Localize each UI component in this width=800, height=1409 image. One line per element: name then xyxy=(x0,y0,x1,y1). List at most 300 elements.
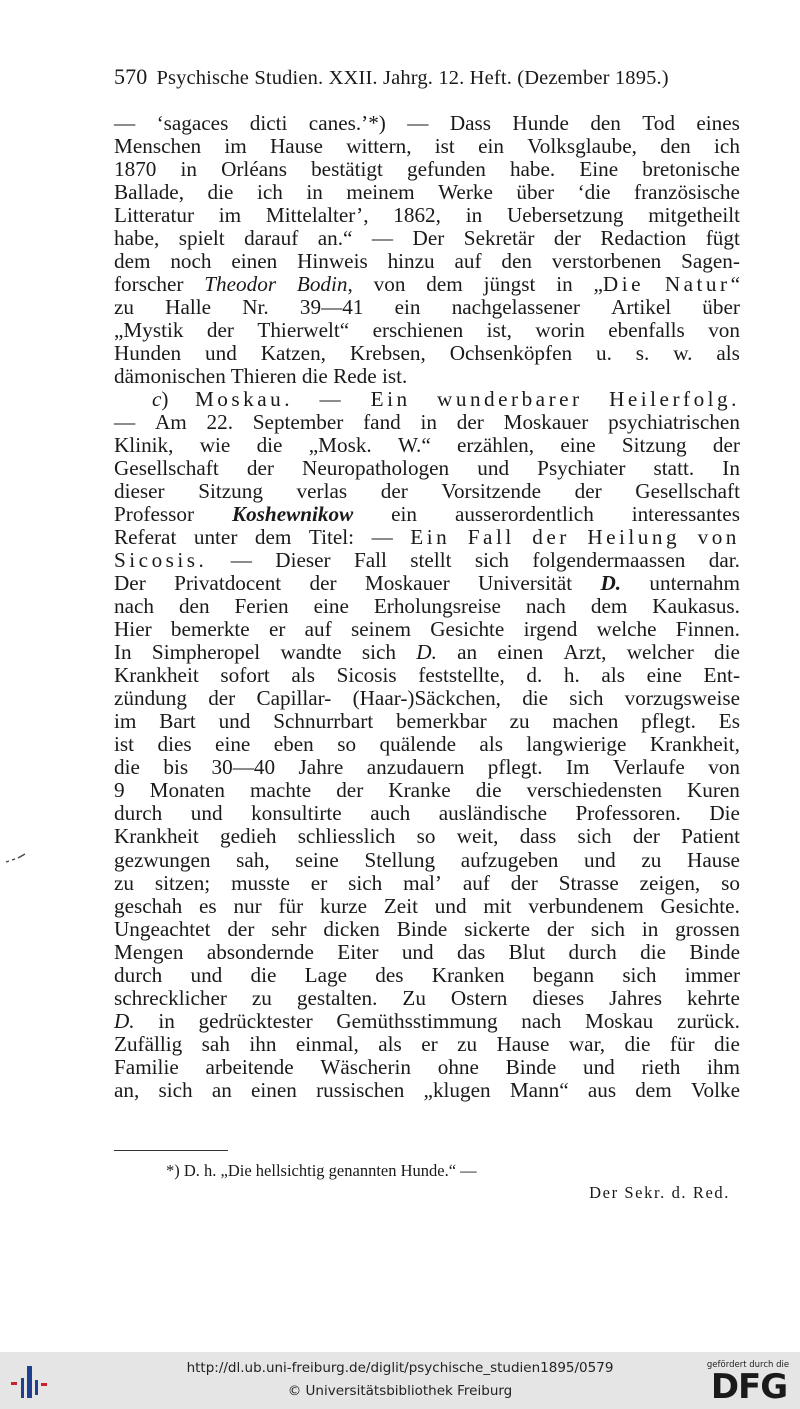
word: arbeitende xyxy=(205,1054,294,1079)
word: einen xyxy=(231,249,278,274)
word: bemerkte xyxy=(170,617,250,642)
footnote-signature: Der Sekr. d. Red. xyxy=(589,1183,730,1202)
text-line xyxy=(114,480,740,503)
text-line xyxy=(114,342,740,365)
word: er xyxy=(421,1031,438,1056)
word: ausländische xyxy=(438,801,547,826)
word: interessantes xyxy=(631,502,740,527)
word: w. xyxy=(673,341,693,366)
word: und xyxy=(434,893,467,918)
word: gestalten. xyxy=(296,985,378,1010)
word: bestätigt xyxy=(311,157,383,182)
word: die xyxy=(250,962,277,987)
word: 9 xyxy=(114,778,125,803)
text-line xyxy=(114,1056,740,1079)
word: das xyxy=(456,939,486,964)
word: Eine xyxy=(579,157,619,182)
word: Jahre xyxy=(298,755,344,780)
word: immer xyxy=(684,962,740,987)
word: gedrücktester xyxy=(198,1008,313,1033)
word: Ballade, xyxy=(114,180,185,205)
word: Simpheropel xyxy=(151,640,261,665)
word: der xyxy=(380,479,408,504)
word: gefunden xyxy=(406,157,486,182)
word: Gesichte xyxy=(430,617,505,642)
word: die xyxy=(624,1031,651,1056)
word: Capillar- xyxy=(256,686,332,711)
word: die xyxy=(301,364,328,389)
word: sofort xyxy=(220,663,270,688)
journal-title: Psychische Studien. XXII. Jahrg. 12. Heft. (Dezember 1895.) xyxy=(156,67,669,89)
word: ‘sagaces xyxy=(156,111,229,135)
word: die xyxy=(713,1031,740,1056)
word: der xyxy=(546,916,574,941)
word: absondernde xyxy=(206,939,314,964)
word: dem xyxy=(114,249,151,274)
word: Kranke xyxy=(388,778,451,803)
word: mitgetheilt xyxy=(648,203,740,228)
text-line xyxy=(114,572,740,595)
text-line xyxy=(114,549,740,572)
word: durch xyxy=(114,801,163,826)
word: D. xyxy=(114,1008,135,1033)
library-footer xyxy=(0,1352,800,1409)
word: — xyxy=(114,111,136,135)
word: die xyxy=(256,433,283,458)
word: Uebersetzung xyxy=(506,203,624,228)
word: der xyxy=(456,410,484,435)
word: Privatdocent xyxy=(174,571,282,596)
word: von xyxy=(708,318,740,343)
word: kurze xyxy=(320,893,368,918)
word: gedieh xyxy=(219,824,277,849)
word: mal’ xyxy=(403,870,442,895)
word: von xyxy=(697,525,740,550)
text-line xyxy=(114,135,740,158)
word: schrecklicher xyxy=(114,985,227,1010)
word: Orléans xyxy=(221,157,287,182)
word: so xyxy=(416,824,436,849)
word: Moskauer xyxy=(364,571,450,596)
text-line xyxy=(114,941,740,964)
permalink[interactable]: http://dl.ub.uni-freiburg.de/diglit/psychische_studien1895/0579 xyxy=(186,1360,614,1376)
word: weit, xyxy=(456,824,499,849)
word: dem xyxy=(590,594,628,619)
word: h. xyxy=(563,663,580,688)
word: rieth xyxy=(641,1054,681,1079)
word: Gesichte. xyxy=(660,893,740,918)
word: über xyxy=(702,295,740,320)
word: in xyxy=(420,410,438,435)
word: ist, xyxy=(486,318,512,343)
word: — xyxy=(371,525,393,550)
word: noch xyxy=(170,249,212,274)
word: Vorsitzende xyxy=(441,479,542,504)
word: Monaten xyxy=(149,778,225,803)
word: Universität xyxy=(477,571,573,596)
word: an xyxy=(457,640,478,665)
word: der xyxy=(532,525,570,550)
word: Sicosis xyxy=(336,663,397,688)
word: im xyxy=(114,709,137,734)
word: sah, xyxy=(236,847,270,872)
word: den xyxy=(660,134,691,159)
word: konsultirte xyxy=(251,801,342,826)
word: wandte xyxy=(280,640,342,665)
word: es xyxy=(199,893,217,918)
text-line xyxy=(114,434,740,457)
word: Sitzung xyxy=(621,433,687,458)
word: Stellung xyxy=(364,847,436,872)
word: — xyxy=(230,548,252,573)
word: Wäscherin xyxy=(320,1054,411,1079)
word: ausserordentlich xyxy=(454,502,594,527)
word: dem xyxy=(426,272,463,297)
word: — xyxy=(407,111,429,135)
word: stellt xyxy=(410,548,452,573)
word: Am xyxy=(154,410,187,435)
word: welche xyxy=(596,617,657,642)
word: und xyxy=(218,709,251,734)
word: psychiatrischen xyxy=(608,410,740,435)
word: ‘die xyxy=(577,180,611,205)
text-line xyxy=(114,1010,740,1033)
word: er xyxy=(268,617,286,642)
word: Dass xyxy=(449,111,492,135)
word: meinem xyxy=(346,180,415,205)
word: ist. xyxy=(381,364,408,389)
word: 1870 xyxy=(114,157,157,182)
word: für xyxy=(278,893,304,918)
word: die xyxy=(207,180,234,205)
word: fand xyxy=(363,410,401,435)
word: Hinweis xyxy=(297,249,368,274)
sponsor-note: gefördert durch die xyxy=(706,1360,790,1370)
word: Volke xyxy=(690,1077,740,1102)
word: Kuren xyxy=(686,778,740,803)
word: die xyxy=(114,755,140,780)
word: W.“ xyxy=(397,433,431,458)
word: — xyxy=(319,387,345,412)
text-line xyxy=(114,802,740,825)
word: bretonische xyxy=(642,157,740,182)
word: im xyxy=(224,134,247,159)
word: russischen xyxy=(316,1077,405,1102)
word: so xyxy=(721,870,740,895)
word: sich xyxy=(158,1077,193,1102)
text-line xyxy=(114,733,740,756)
word: zu xyxy=(114,870,134,895)
word: und xyxy=(190,962,223,987)
running-header xyxy=(114,64,740,94)
word: grossen xyxy=(675,916,740,941)
word: Krebsen, xyxy=(349,341,426,366)
word: an xyxy=(211,1077,232,1102)
word: pflegt. xyxy=(487,755,543,780)
word: Natur“ xyxy=(664,272,740,297)
word: Gesellschaft xyxy=(114,456,219,481)
word: begann xyxy=(532,962,595,987)
text-line xyxy=(114,319,740,342)
word: durch xyxy=(568,939,617,964)
word: Redaction xyxy=(600,226,687,251)
word: ich xyxy=(256,180,283,205)
word: Zeit xyxy=(383,893,418,918)
word: er xyxy=(310,870,328,895)
body-text xyxy=(114,112,740,1102)
text-line xyxy=(114,204,740,227)
word: Patient xyxy=(681,824,740,849)
word: jüngst xyxy=(483,272,536,297)
footnote-text: *) D. h. „Die hellsichtig genannten Hunde.“ — xyxy=(166,1161,477,1180)
word: eben xyxy=(273,732,314,757)
word: eine xyxy=(313,594,349,619)
word: d. xyxy=(526,663,543,688)
word: als xyxy=(716,341,740,366)
word: in xyxy=(180,157,197,182)
word: der xyxy=(712,433,740,458)
word: verschiedensten xyxy=(526,778,662,803)
word: „Die xyxy=(593,272,645,297)
word: zu xyxy=(114,295,134,320)
word: Hause xyxy=(269,134,323,159)
word: die xyxy=(714,640,740,665)
word: über xyxy=(516,180,555,205)
word: sich xyxy=(569,686,604,711)
word: dicti xyxy=(249,111,288,135)
word: „Mystik xyxy=(114,318,184,343)
word: die xyxy=(475,778,502,803)
word: zu xyxy=(641,847,662,872)
word: Schnurrbart xyxy=(273,709,374,734)
word: Verlaufe xyxy=(612,755,685,780)
text-line xyxy=(114,849,740,872)
word: schliesslich xyxy=(297,824,396,849)
word: ist xyxy=(114,732,135,757)
word: Erholungsreise xyxy=(373,594,501,619)
word: ein xyxy=(394,295,421,320)
word: langwierige xyxy=(526,732,627,757)
text-line xyxy=(114,526,740,549)
word: der xyxy=(206,318,234,343)
word: von xyxy=(373,272,406,297)
text-line xyxy=(114,618,740,641)
word: eine xyxy=(560,433,596,458)
word: Lage xyxy=(304,962,347,987)
word: spielt xyxy=(178,226,225,251)
word: Mann“ xyxy=(509,1077,569,1102)
word: dies xyxy=(157,732,192,757)
word: Sekretär xyxy=(463,226,535,251)
word: sitzen; xyxy=(154,870,211,895)
word: wittern, xyxy=(346,134,412,159)
word: pflegt. xyxy=(641,709,696,734)
word: Die xyxy=(709,801,740,826)
word: anzudauern xyxy=(366,755,465,780)
word: und xyxy=(583,847,616,872)
word: sich xyxy=(622,962,657,987)
word: aufzugeben xyxy=(460,847,559,872)
word: 30—40 xyxy=(211,755,276,780)
word: Hier xyxy=(114,617,152,642)
word: Moskau. xyxy=(194,387,294,412)
word: seinem xyxy=(350,617,411,642)
text-line xyxy=(114,779,740,802)
word: Neuropathologen xyxy=(302,456,450,481)
word: Dieser xyxy=(275,548,331,573)
word: Gemüthsstimmung xyxy=(336,1008,498,1033)
text-line xyxy=(114,664,740,687)
word: habe, xyxy=(114,226,160,251)
word: Hause xyxy=(496,1031,550,1056)
text-line xyxy=(114,895,740,918)
word: sehr xyxy=(271,916,307,941)
word: Strasse xyxy=(558,870,619,895)
word: Sitzung xyxy=(198,479,263,504)
text-line xyxy=(114,388,740,411)
word: dicken xyxy=(323,916,380,941)
word: in xyxy=(465,203,483,228)
word: auf xyxy=(304,617,332,642)
word: Eiter xyxy=(337,939,379,964)
word: Der xyxy=(412,226,445,251)
word: c) xyxy=(152,387,169,412)
text-line xyxy=(114,918,740,941)
word: und xyxy=(205,341,237,366)
word: Krankheit xyxy=(114,663,199,688)
word: darauf xyxy=(244,226,299,251)
word: dieser xyxy=(114,479,165,504)
word: geschah xyxy=(114,893,183,918)
word: so xyxy=(337,732,357,757)
word: Litteratur xyxy=(114,203,195,228)
word: ihm xyxy=(707,1054,740,1079)
word: den xyxy=(590,111,621,135)
word: Kaukasus. xyxy=(652,594,740,619)
word: kehrte xyxy=(687,985,740,1010)
text-line xyxy=(114,365,740,388)
word: hinzu xyxy=(387,249,435,274)
word: Sicosis. xyxy=(114,548,208,573)
word: „Mosk. xyxy=(308,433,372,458)
word: Rede xyxy=(333,364,377,389)
word: der xyxy=(208,686,236,711)
word: nachgelassener xyxy=(451,295,580,320)
word: September xyxy=(252,410,344,435)
word: nach xyxy=(114,594,154,619)
word: In xyxy=(114,640,132,665)
word: Krankheit xyxy=(114,824,199,849)
word: auch xyxy=(370,801,411,826)
dfg-logo: DFG xyxy=(710,1367,788,1407)
word: D. xyxy=(600,571,622,596)
word: der xyxy=(309,571,337,596)
word: wie xyxy=(199,433,231,458)
word: quälende xyxy=(379,732,456,757)
word: die xyxy=(640,939,666,964)
word: Finnen. xyxy=(675,617,740,642)
word: der xyxy=(632,824,660,849)
word: zu xyxy=(457,1031,478,1056)
word: dem xyxy=(635,1077,672,1102)
text-line xyxy=(114,158,740,181)
word: gezwungen xyxy=(114,847,211,872)
word: vorzugsweise xyxy=(624,686,740,711)
word: aus xyxy=(587,1077,617,1102)
word: machte xyxy=(249,778,312,803)
text-line xyxy=(114,872,740,895)
word: auf xyxy=(462,870,490,895)
word: — xyxy=(371,226,394,251)
word: einmal, xyxy=(295,1031,359,1056)
word: Volksglaube, xyxy=(527,134,637,159)
word: eine xyxy=(215,732,251,757)
word: auf xyxy=(454,249,482,274)
word: Professor xyxy=(114,502,195,527)
word: 1862, xyxy=(393,203,441,228)
word: Koshewnikow xyxy=(231,502,354,527)
text-line xyxy=(114,296,740,319)
word: Artikel xyxy=(611,295,672,320)
word: Hause xyxy=(687,847,740,872)
word: als xyxy=(479,732,503,757)
word: den xyxy=(178,594,210,619)
word: in xyxy=(556,272,573,297)
word: ihn xyxy=(249,1031,277,1056)
copyright-notice: © Universitätsbibliothek Freiburg xyxy=(287,1383,513,1399)
text-line xyxy=(114,227,740,250)
word: Blut xyxy=(508,939,546,964)
text-line xyxy=(114,710,740,733)
word: forscher xyxy=(114,272,184,297)
word: Thieren xyxy=(230,364,297,389)
word: „klugen xyxy=(423,1077,491,1102)
word: Es xyxy=(718,709,740,734)
word: irgend xyxy=(523,617,578,642)
word: statt. xyxy=(653,456,695,481)
word: ist xyxy=(434,134,455,159)
margin-mark xyxy=(5,852,27,864)
word: musste xyxy=(231,870,290,895)
word: Mengen xyxy=(114,939,184,964)
word: Klinik, xyxy=(114,433,174,458)
word: Fall xyxy=(353,548,387,573)
word: des xyxy=(375,962,404,987)
word: einen xyxy=(497,640,544,665)
word: Ochsenköpfen xyxy=(449,341,573,366)
word: Titel: xyxy=(308,525,355,550)
word: der xyxy=(574,479,602,504)
word: als xyxy=(291,663,315,688)
text-line xyxy=(114,687,740,710)
word: welcher xyxy=(626,640,694,665)
word: Binde xyxy=(689,939,740,964)
word: Ostern xyxy=(450,985,508,1010)
text-line xyxy=(114,503,740,526)
word: dieses xyxy=(532,985,585,1010)
word: in xyxy=(306,180,323,205)
word: und xyxy=(477,456,510,481)
word: sich xyxy=(590,916,625,941)
word: sich xyxy=(361,640,397,665)
word: wunderbarer xyxy=(437,387,583,412)
word: Kranken xyxy=(431,962,505,987)
word: habe. xyxy=(509,157,556,182)
word: Im xyxy=(565,755,590,780)
text-line xyxy=(114,411,740,434)
word: — xyxy=(114,410,136,435)
word: ich xyxy=(714,134,740,159)
